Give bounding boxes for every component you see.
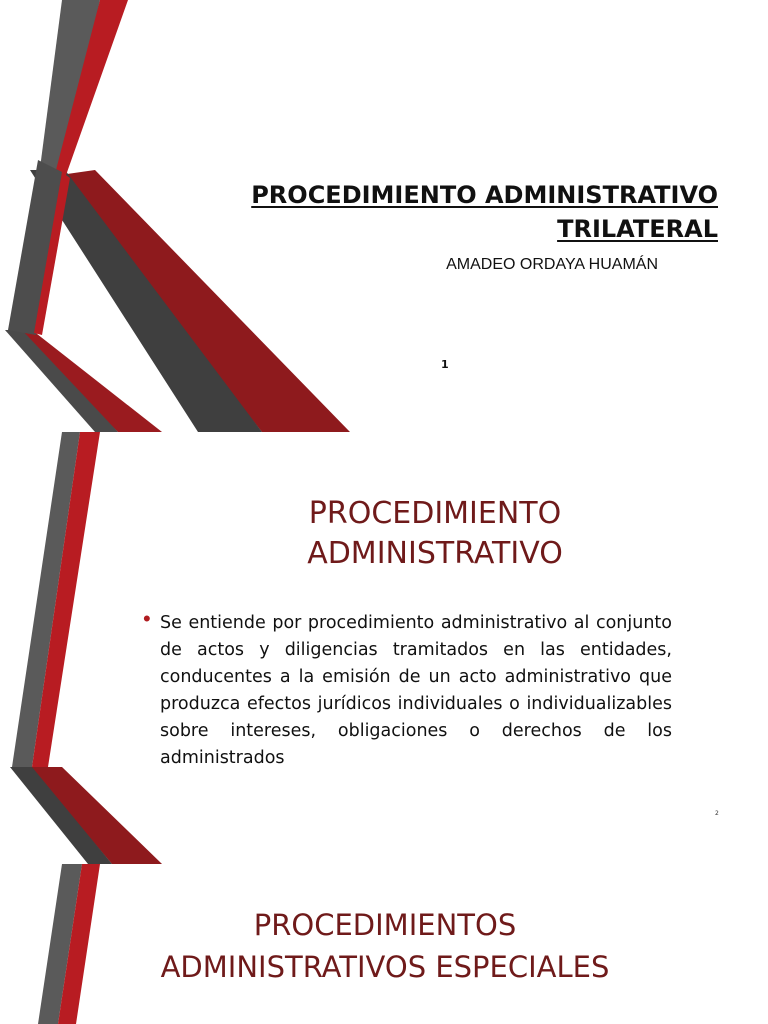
title-line-1: PROCEDIMIENTO (308, 496, 562, 531)
title-line-2: ADMINISTRATIVOS ESPECIALES (160, 950, 610, 984)
title-line-2: TRILATERAL (557, 215, 718, 243)
author-name: AMADEO ORDAYA HUAMÁN (446, 256, 658, 273)
page-number: 2 (715, 810, 719, 817)
title-line-2: ADMINISTRATIVO (307, 536, 563, 571)
slide-3 (0, 864, 768, 1024)
slide-title (120, 904, 650, 988)
slide-title (218, 178, 718, 246)
body-paragraph: Se entiende por procedimiento administrativo al conjunto de actos y diligencias tramitados en las entidades, conducentes a la emisión de un acto administrativo que produzca efectos jurídicos individuales o individualizables sobre intereses, obligaciones o derechos de los administrados (160, 613, 672, 768)
slide-1 (0, 0, 768, 432)
title-line-1: PROCEDIMIENTO ADMINISTRATIVO (251, 181, 718, 209)
title-line-1: PROCEDIMIENTOS (253, 908, 517, 942)
slide-title (160, 494, 710, 574)
bullet-icon: • (143, 606, 151, 631)
page-number: 1 (441, 358, 449, 371)
slide-2 (0, 432, 768, 864)
